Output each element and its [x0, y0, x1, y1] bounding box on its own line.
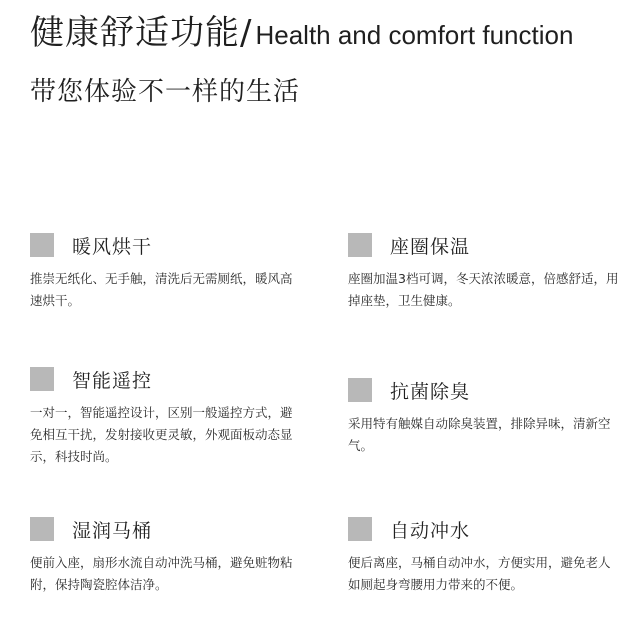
feature-header	[348, 514, 620, 544]
feature-title: 暖风烘干	[72, 235, 153, 258]
feature-header	[30, 514, 302, 544]
square-bullet-icon	[348, 233, 372, 257]
feature-description: 采用特有触媒自动除臭装置，排除异味，清新空气。	[348, 416, 611, 453]
page-title-english: Health and comfort function	[255, 20, 574, 50]
page-title-separator: /	[240, 13, 252, 53]
feature-warm-air-drying	[30, 230, 302, 312]
feature-header	[348, 375, 620, 405]
feature-title: 自动冲水	[390, 519, 471, 542]
square-bullet-icon	[30, 233, 54, 257]
feature-auto-flush	[348, 514, 620, 596]
feature-header	[348, 230, 620, 260]
feature-description: 一对一，智能遥控设计，区别一般遥控方式，避免相互干扰，发射接收更灵敏，外观面板动态显示，科技时尚。	[30, 405, 293, 464]
square-bullet-icon	[348, 378, 372, 402]
feature-antibacterial-deodorizing	[348, 375, 620, 457]
feature-seat-warming	[348, 230, 620, 312]
feature-title: 湿润马桶	[72, 519, 153, 542]
page-title-chinese: 健康舒适功能	[30, 13, 240, 53]
page-subtitle: 带您体验不一样的生活	[30, 77, 301, 107]
page-title	[30, 13, 574, 53]
feature-title: 抗菌除臭	[390, 380, 471, 403]
feature-pre-wet-bowl	[30, 514, 302, 596]
feature-header	[30, 230, 302, 260]
feature-title: 座圈保温	[390, 235, 471, 258]
square-bullet-icon	[30, 367, 54, 391]
square-bullet-icon	[348, 517, 372, 541]
feature-smart-remote	[30, 364, 302, 468]
feature-header	[30, 364, 302, 394]
feature-description: 推崇无纸化、无手触，清洗后无需厕纸，暖风高速烘干。	[30, 271, 293, 308]
square-bullet-icon	[30, 517, 54, 541]
feature-description: 便前入座，扇形水流自动冲洗马桶，避免赃物粘附，保持陶瓷腔体洁净。	[30, 555, 293, 592]
feature-title: 智能遥控	[72, 369, 153, 392]
feature-description: 座圈加温3档可调，冬天浓浓暖意，倍感舒适，用掉座垫，卫生健康。	[348, 271, 619, 308]
feature-description: 便后离座，马桶自动冲水，方便实用，避免老人如厕起身弯腰用力带来的不便。	[348, 555, 611, 592]
